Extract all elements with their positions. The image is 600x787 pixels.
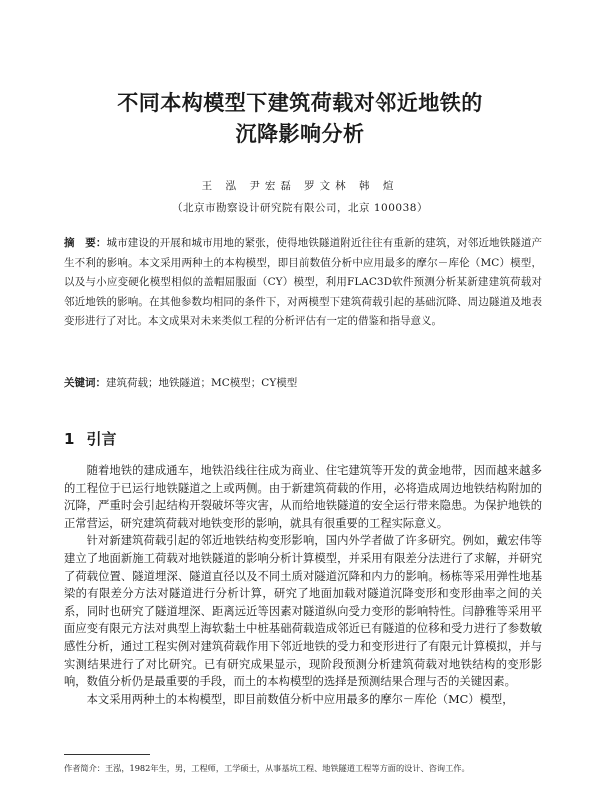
author-footnote: 作者简介：王泓，1982年生，男，工程师，工学硕士，从事基坑工程、地铁隧道工程等方面的设计、咨询工作。	[64, 763, 470, 773]
author-list: 王 泓 尹宏磊 罗文林 韩 煊	[201, 180, 399, 192]
section-heading	[64, 428, 116, 449]
keywords-text: 建筑荷载；地铁隧道；MC模型；CY模型	[106, 377, 298, 389]
paragraph-3: 本文采用两种土的本构模型，即目前数值分析中应用最多的摩尔－库伦（MC）模型，	[86, 692, 514, 706]
abstract-label: 摘 要：	[64, 237, 107, 249]
affiliation: （北京市勘察设计研究院有限公司，北京 100038）	[172, 202, 428, 214]
title-line-2: 沉降影响分析	[235, 122, 365, 146]
body-text	[64, 462, 542, 708]
paragraph-2: 针对新建筑荷载引起的邻近地铁结构变形影响，国内外学者做了许多研究。例如，戴宏伟等建立了地面新施工荷载对地铁隧道的影响分析计算模型，并采用有限差分法进行了求解，并研究了荷载位置、隧道埋深、隧道直径以及不同土质对隧道沉降和内力的影响。杨栋等采用弹性地基梁的有限差分方法对隧道进行分析计算，研究了地面加载对隧道沉降变形和变形曲率之间的关系，同时也研究了隧道埋深、距离远近等因素对隧道纵向受力变形的影响特性。闫静雅等采用平面应变有限元方法对典型上海软黏土中桩基础荷载造成邻近已有隧道的位移和受力进行了参数敏感性分析，通过工程实例对建筑荷载作用下邻近地铁的受力和变形进行了有限元计算模拟，并与实测结果进行了对比研究。已有研究成果显示，现阶段预测分析建筑荷载对地铁结构的变形影响，数值分析仍是最重要的手段，而土的本构模型的选择是预测结果合理与否的关键因素。	[64, 534, 542, 689]
paragraph-1: 随着地铁的建成通车，地铁沿线往往成为商业、住宅建筑等开发的黄金地带，因而越来越多的工程位于已运行地铁隧道之上或两侧。由于新建筑荷载的作用，必将造成周边地铁结构附加的沉降，严重时会引起结构开裂破坏等灾害，从而给地铁隧道的安全运行带来隐患。为保护地铁的正常营运，研究建筑荷载对地铁变形的影响，就具有很重要的工程实际意义。	[64, 464, 542, 530]
section-number: 1	[64, 430, 75, 448]
footnote-divider	[64, 754, 150, 755]
title-line-1: 不同本构模型下建筑荷载对邻近地铁的	[117, 91, 483, 115]
abstract-text: 城市建设的开展和城市用地的紧张，使得地铁隧道附近往往有重新的建筑，对邻近地铁隧道产生不利的影响。本文采用两种土的本构模型，即目前数值分析中应用最多的摩尔－库伦（MC）模型，以及与小应变硬化模型相似的盖帽屈服面（CY）模型，利用FLAC3D软件预测分析某新建建筑荷载对邻近地铁的影响。在其他参数均相同的条件下，对两模型下建筑荷载引起的基础沉降、周边隧道及地表变形进行了对比。本文成果对未来类似工程的分析评估有一定的借鉴和指导意义。	[64, 237, 542, 327]
section-title: 引言	[86, 430, 117, 448]
keywords	[64, 374, 542, 392]
abstract	[64, 234, 542, 332]
keywords-label: 关键词：	[64, 377, 106, 389]
paper-title	[0, 88, 600, 150]
